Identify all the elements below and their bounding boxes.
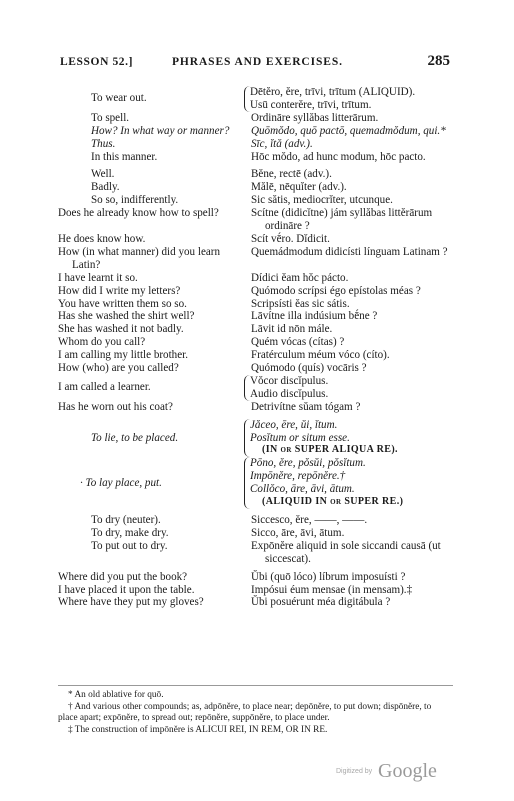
- english-phrase: How did I write my letters?: [58, 284, 181, 297]
- latin-line: Pōno, ĕre, pŏsŭi, pŏsĭtum.: [250, 457, 366, 470]
- phrase-row: [58, 514, 453, 527]
- latin-phrase: [244, 457, 453, 509]
- phrase-row: [58, 596, 453, 609]
- english-phrase-text: To lay place, put.: [85, 476, 162, 489]
- latin-phrase: Mălē, nēquĭter (adv.).: [251, 181, 347, 194]
- latin-line: Audio discĭpulus.: [250, 387, 329, 400]
- latin-line: Posĭtum or situm esse.: [250, 431, 350, 444]
- english-phrase: He does know how.: [58, 232, 146, 245]
- latin-phrase: Scítne (didicĭtne) jám syllăbas littĕrārum ordināre ?: [251, 207, 433, 233]
- latin-phrase: Dídici ĕam hŏc pácto.: [251, 271, 349, 284]
- bullet-mark: ·: [80, 476, 86, 489]
- english-phrase: You have written them so so.: [58, 297, 187, 310]
- latin-line: Vŏcor discĭpulus.: [250, 374, 329, 387]
- english-phrase: How? In what way or manner?: [91, 124, 230, 137]
- latin-line: Collŏco, āre, āvi, ātum.: [250, 483, 355, 496]
- english-phrase: How (in what manner) did you learn Latin?: [58, 245, 221, 271]
- english-phrase: Does he already know how to spell?: [58, 207, 219, 220]
- latin-phrase: Ŭbi posuérunt méa digitábula ?: [251, 596, 391, 609]
- latin-phrase: Fratérculum méum vóco (cíto).: [251, 349, 390, 362]
- english-phrase: I have placed it upon the table.: [58, 583, 195, 596]
- phrase-row: [58, 125, 453, 138]
- phrase-row: [58, 323, 453, 336]
- english-phrase: Where did you put the book?: [58, 570, 188, 583]
- phrase-row: [58, 233, 453, 246]
- latin-phrase: [244, 419, 453, 458]
- latin-phrase: Sīc, ĭtă (adv.).: [251, 137, 313, 150]
- latin-line: Jăceo, ēre, ŭi, ĭtum.: [250, 418, 338, 431]
- footnotes: [58, 690, 453, 737]
- latin-phrase: Hōc mŏdo, ad hunc modum, hōc pacto.: [251, 150, 426, 163]
- latin-phrase: Detrivítne sŭam tógam ?: [251, 400, 361, 413]
- english-phrase: Well.: [91, 168, 115, 181]
- latin-phrase: Lāvítne illa indúsium bḗne ?: [251, 310, 378, 323]
- section-title: PHRASES AND EXERCISES.: [172, 56, 343, 68]
- phrase-row: [58, 349, 453, 362]
- latin-line: Dētĕro, ĕre, trīvi, trītum (ALIQUID).: [250, 86, 416, 98]
- english-phrase: She has washed it not badly.: [58, 323, 184, 336]
- english-phrase: Whom do you call?: [58, 336, 146, 349]
- lesson-label: LESSON 52.]: [60, 56, 134, 68]
- phrase-row: [58, 285, 453, 298]
- phrase-row: [58, 401, 453, 414]
- phrase-row: [58, 151, 453, 164]
- phrase-row: [58, 168, 453, 181]
- phrase-row: [58, 419, 453, 458]
- phrase-row: [58, 571, 453, 584]
- phrase-row: [58, 310, 453, 323]
- phrase-row: [58, 457, 453, 509]
- phrase-row: [58, 540, 453, 566]
- latin-line: Usū conterĕre, trīvi, trītum.: [250, 98, 372, 111]
- phrase-row: [58, 181, 453, 194]
- english-phrase: To lie, to be placed.: [91, 431, 179, 444]
- latin-phrase: Quómodo scrípsi égo epístolas méas ?: [251, 284, 421, 297]
- latin-line: (ALIQUID IN or SUPER RE.): [262, 496, 404, 508]
- latin-phrase: Expōnĕre aliquid in sole siccandi causā (ut siccescat).: [251, 539, 441, 565]
- running-header: [60, 53, 450, 72]
- english-phrase: How (who) are you called?: [58, 362, 179, 375]
- footnote: * An old ablative for quō.: [68, 690, 164, 700]
- english-phrase: Has she washed the shirt well?: [58, 310, 195, 323]
- digitized-by-label: Digitized by: [336, 768, 373, 775]
- page-number: 285: [427, 53, 450, 69]
- latin-phrase: Lāvit id nōn mále.: [251, 323, 333, 336]
- phrase-row: [58, 336, 453, 349]
- latin-phrase: Quém vócas (cítas) ?: [251, 336, 345, 349]
- latin-phrase: [244, 375, 453, 401]
- latin-phrase: Ŭbi (quō lóco) líbrum imposuísti ?: [251, 570, 406, 583]
- english-phrase: To wear out.: [91, 92, 147, 105]
- phrase-row: [58, 362, 453, 375]
- phrase-list: [58, 86, 453, 609]
- latin-phrase: Sicco, āre, āvi, ātum.: [251, 526, 345, 539]
- english-phrase: To put out to dry.: [91, 539, 168, 552]
- english-phrase: Where have they put my gloves?: [58, 596, 204, 609]
- english-phrase: Badly.: [91, 181, 120, 194]
- latin-phrase: Impósui éum mensae (in mensam).‡: [251, 583, 413, 596]
- english-phrase: So so, indifferently.: [91, 194, 179, 207]
- phrase-row: [58, 298, 453, 311]
- latin-phrase: Quemádmodum didicísti línguam Latinam ?: [251, 245, 448, 258]
- latin-phrase: [244, 86, 453, 112]
- latin-phrase: Ordināre syllăbas litterārum.: [251, 111, 379, 124]
- english-phrase: Has he worn out his coat?: [58, 400, 173, 413]
- english-phrase: To spell.: [91, 111, 130, 124]
- phrase-row: [58, 272, 453, 285]
- google-watermark: Google: [378, 760, 437, 782]
- latin-phrase: Scít vḗro. Dĭdicit.: [251, 232, 330, 245]
- phrase-row: [58, 86, 453, 112]
- english-phrase: I have learnt it so.: [58, 271, 138, 284]
- english-phrase: Thus.: [91, 137, 116, 150]
- phrase-row: [58, 112, 453, 125]
- phrase-row: [58, 527, 453, 540]
- phrase-row: [58, 207, 453, 233]
- footnote: ‡ The construction of impōnĕre is ALICUI REI, IN REM, OR IN RE.: [68, 725, 328, 736]
- english-phrase: To dry (neuter).: [91, 514, 161, 526]
- latin-phrase: Siccesco, ĕre, ——, ——.: [251, 514, 368, 526]
- footnote: † And various other compounds; as, adpōnĕre, to place near; depōnĕre, to put down; dispōnĕre, to place apart; expōnĕre, to spread out; repōnĕre, suppōnĕre, to place under.: [58, 702, 432, 724]
- latin-line: (IN or SUPER ALIQUA RE).: [262, 444, 398, 456]
- english-phrase: [58, 477, 251, 490]
- english-phrase: I am called a learner.: [58, 381, 151, 394]
- latin-phrase: Quómodo (quís) vocāris ?: [251, 362, 367, 375]
- latin-phrase: Quōmŏdo, quō pactō, quemadmŏdum, qui.*: [251, 124, 446, 137]
- phrase-row: [58, 194, 453, 207]
- latin-phrase: Bĕne, rectē (adv.).: [251, 168, 332, 181]
- phrase-row: [58, 375, 453, 401]
- english-phrase: To dry, make dry.: [91, 526, 169, 539]
- latin-line: Impōnĕre, repōnĕre.†: [250, 470, 346, 483]
- english-phrase: I am calling my little brother.: [58, 349, 189, 362]
- phrase-row: [58, 246, 453, 272]
- latin-phrase: Sic sătis, mediocrĭter, utcunque.: [251, 194, 393, 207]
- phrase-row: [58, 138, 453, 151]
- english-phrase: In this manner.: [91, 150, 158, 163]
- footnote-divider: [58, 685, 453, 686]
- latin-phrase: Scripsísti ĕas sic sátis.: [251, 297, 350, 310]
- phrase-row: [58, 584, 453, 597]
